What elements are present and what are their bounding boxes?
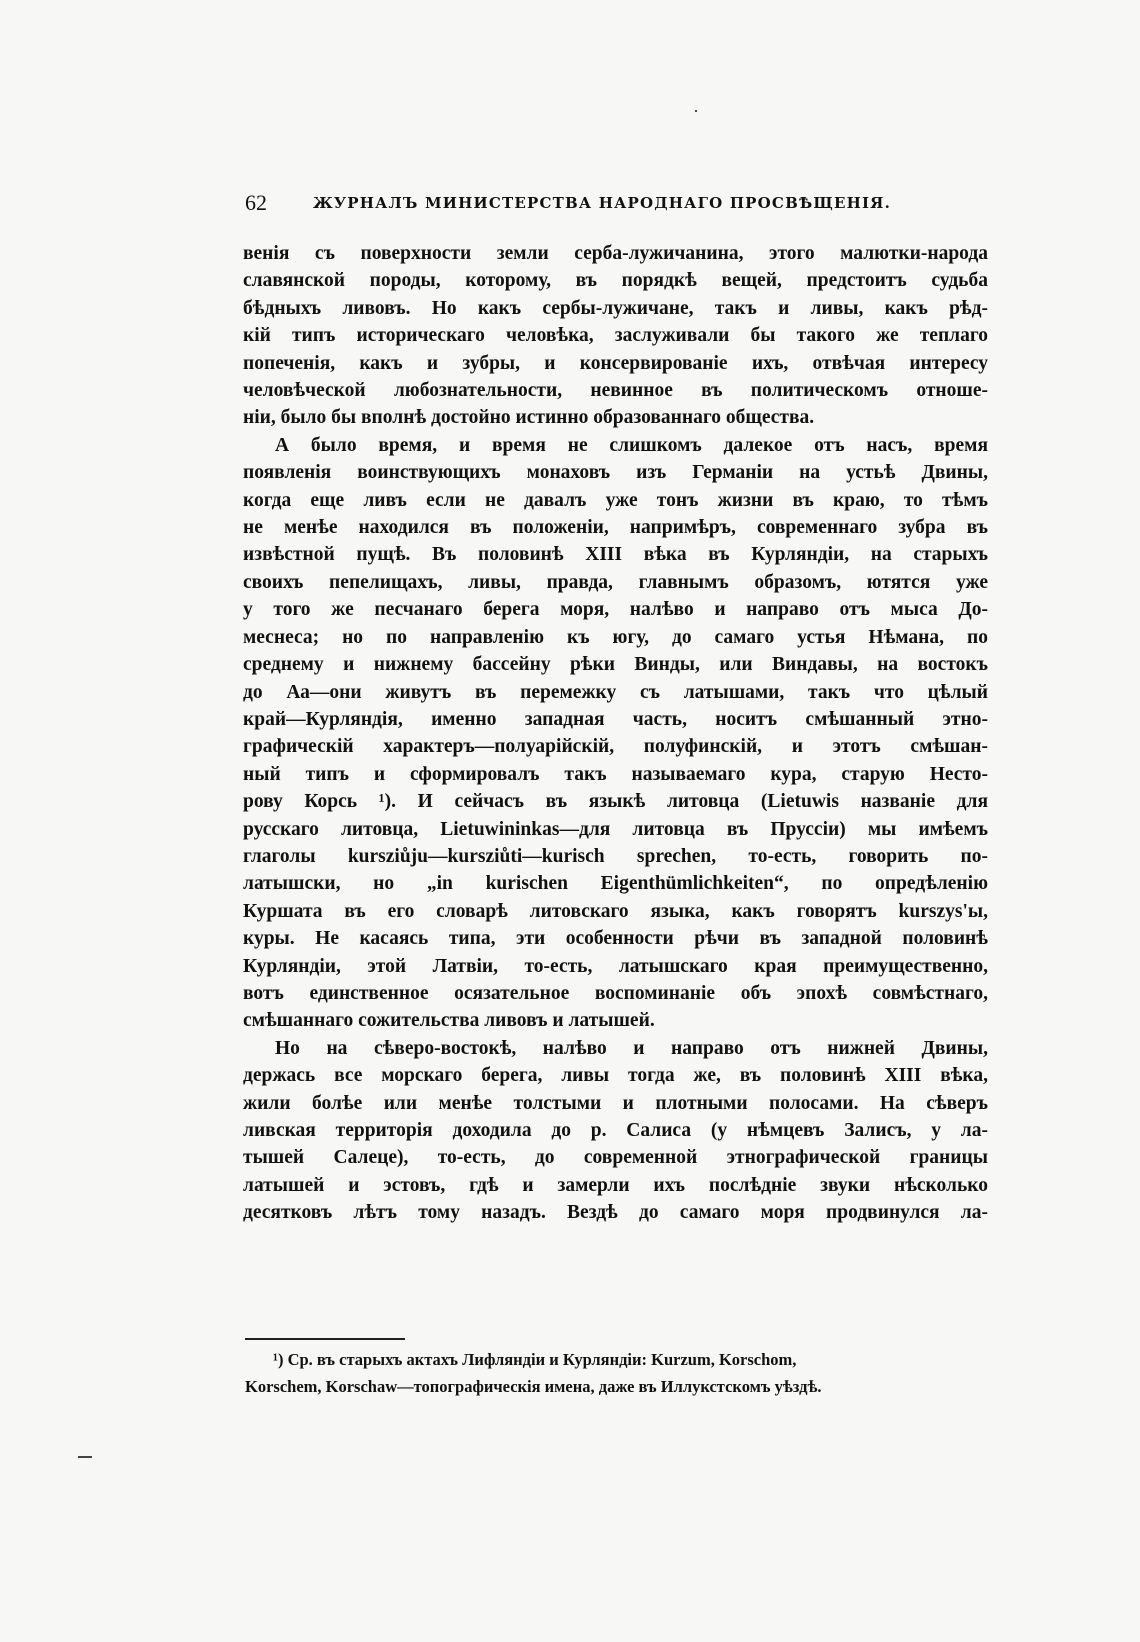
text-line: не менѣе находился въ положеніи, напримѣръ, современнаго зубра въ bbox=[243, 517, 988, 539]
text-line: куры. Не касаясь типа, эти особенности рѣчи въ западной половинѣ bbox=[243, 928, 988, 950]
running-head bbox=[245, 190, 905, 220]
text-line: латышей и эстовъ, гдѣ и замерли ихъ послѣдніе звуки нѣсколько bbox=[243, 1174, 988, 1196]
footnote-divider bbox=[245, 1338, 405, 1340]
text-line: Но на сѣверо-востокѣ, налѣво и направо отъ нижней Двины, bbox=[275, 1037, 988, 1059]
text-line: попеченія, какъ и зубры, и консервированіе ихъ, отвѣчая интересу bbox=[243, 352, 988, 374]
footnote bbox=[245, 1346, 990, 1400]
paragraph-2 bbox=[243, 432, 988, 1035]
text-line: жили болѣе или менѣе толстыми и плотными полосами. На сѣверъ bbox=[243, 1092, 988, 1114]
text-line: край—Курляндія, именно западная часть, носитъ смѣшанный этно- bbox=[243, 708, 988, 730]
text-line: извѣстной пущѣ. Въ половинѣ XIII вѣка въ Курляндіи, на старыхъ bbox=[243, 544, 988, 566]
text-line: человѣческой любознательности, невинное въ политическомъ отноше- bbox=[243, 380, 988, 402]
text-line: ный типъ и сформировалъ такъ называемаго кура, старую Несто- bbox=[243, 763, 988, 785]
text-line: тышей Салеце), то-есть, до современной этнографической границы bbox=[243, 1147, 988, 1169]
text-line: у того же песчанаго берега моря, налѣво и направо отъ мыса До- bbox=[243, 599, 988, 621]
text-line: Курляндіи, этой Латвіи, то-есть, латышскаго края преимущественно, bbox=[243, 955, 988, 977]
text-line: рову Корсь ¹). И сейчасъ въ языкѣ литовца (Lietuwis названіе для bbox=[243, 791, 988, 813]
footnote-line: ¹) Ср. въ старыхъ актахъ Лифляндіи и Курляндіи: Kurzum, Korschom, bbox=[273, 1350, 797, 1369]
text-line: русскаго литовца, Lietuwininkas—для литовца въ Пруссіи) мы имѣемъ bbox=[243, 818, 988, 840]
footnote-line: Korschem, Korschaw—топографическія имена, даже въ Иллукстскомъ уѣздѣ. bbox=[245, 1377, 822, 1396]
text-line: глаголы kursziůju—kursziůti—kurisch sprechen, то-есть, говорить по- bbox=[243, 845, 988, 867]
text-line: до Аа—они живутъ въ перемежку съ латышами, такъ что цѣлый bbox=[243, 681, 988, 703]
text-line: держась все морскаго берега, ливы тогда же, въ половинѣ XIII вѣка, bbox=[243, 1065, 988, 1087]
paragraph-1 bbox=[243, 240, 988, 432]
text-line: ливская территорія доходила до р. Салиса (у нѣмцевъ Залисъ, у ла- bbox=[243, 1120, 988, 1141]
text-line: вотъ единственное осязательное воспоминаніе объ эпохѣ совмѣстнаго, bbox=[243, 982, 988, 1004]
text-line: своихъ пепелищахъ, ливы, правда, главнымъ образомъ, ютятся уже bbox=[243, 571, 988, 593]
text-line: ніи, было бы вполнѣ достойно истинно образованнаго общества. bbox=[243, 407, 815, 429]
scan-mark bbox=[695, 110, 697, 112]
text-line: Куршата въ его словарѣ литовскаго языка, какъ говорятъ kurszys'ы, bbox=[243, 900, 988, 922]
text-line: славянской породы, которому, въ порядкѣ вещей, предстоитъ судьба bbox=[243, 270, 988, 292]
text-line: появленія воинствующихъ монаховъ изъ Германіи на устьѣ Двины, bbox=[243, 462, 988, 484]
text-line: когда еще ливъ если не давалъ уже тонъ жизни въ краю, то тѣмъ bbox=[243, 489, 988, 511]
text-line: среднему и нижнему бассейну рѣки Винды, или Виндавы, на востокъ bbox=[243, 654, 988, 676]
text-line: бѣдныхъ ливовъ. Но какъ сербы-лужичане, такъ и ливы, какъ рѣд- bbox=[243, 297, 988, 319]
text-line: кій типъ историческаго человѣка, заслуживали бы такого же теплаго bbox=[243, 325, 988, 347]
text-line: десятковъ лѣтъ тому назадъ. Вездѣ до самаго моря продвинулся ла- bbox=[243, 1202, 988, 1224]
text-line: графическій характеръ—полуарійскій, полуфинскій, и этотъ смѣшан- bbox=[243, 736, 988, 758]
text-line: А было время, и время не слишкомъ далекое отъ насъ, время bbox=[275, 434, 988, 456]
text-line: смѣшаннаго сожительства ливовъ и латышей. bbox=[243, 1010, 655, 1032]
scan-mark bbox=[78, 1456, 92, 1458]
text-line: меснеса; но по направленію къ югу, до самаго устья Нѣмана, по bbox=[243, 626, 988, 648]
body-text bbox=[243, 240, 988, 1227]
paragraph-3 bbox=[243, 1035, 988, 1227]
journal-title: ЖУРНАЛЪ МИНИСТЕРСТВА НАРОДНАГО ПРОСВѢЩЕНІЯ. bbox=[313, 194, 892, 212]
text-line: латышски, но „in kurischen Eigenthümlichkeiten“, по опредѣленію bbox=[243, 873, 988, 895]
page-number: 62 bbox=[245, 190, 267, 215]
text-line: венія съ поверхности земли серба-лужичанина, этого малютки-народа bbox=[243, 243, 988, 264]
